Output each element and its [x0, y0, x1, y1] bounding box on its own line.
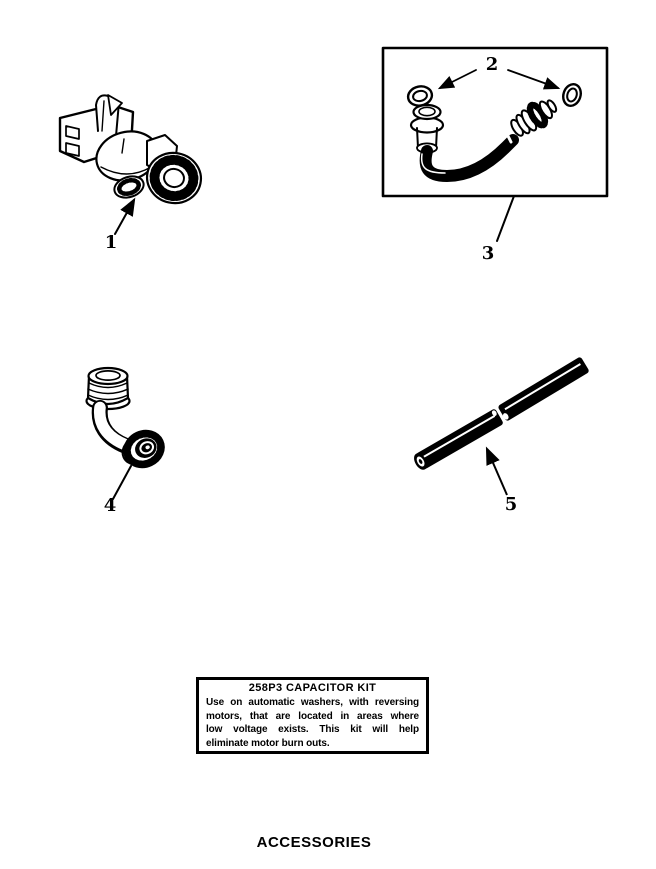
callout-leader-3: [497, 196, 514, 241]
callout-label-4: 4: [103, 495, 117, 516]
callout-arrow-5: [487, 449, 507, 495]
tubing-illustration: [411, 356, 589, 495]
hose-coupling: [117, 425, 170, 474]
callout-arrow-1: [115, 200, 134, 234]
callout-label-2: 2: [485, 54, 499, 75]
hose-kit-panel: [383, 48, 607, 241]
tube-segment-left: [411, 408, 504, 472]
capacitor-kit-body-line: low voltage exists. This kit will help: [206, 724, 419, 735]
callout-label-5: 5: [504, 494, 518, 515]
faucet-adapter-illustration: [60, 95, 206, 234]
capacitor-kit-title: 258P3 CAPACITOR KIT: [248, 682, 377, 694]
capacitor-kit-body-line: Use on automatic washers, with reversing: [206, 697, 419, 708]
capacitor-kit-body-line: eliminate motor burn outs.: [206, 737, 330, 749]
page-footer-title: ACCESSORIES: [256, 834, 372, 851]
elbow-fitting-illustration: [87, 368, 170, 499]
callout-label-1: 1: [104, 232, 118, 253]
capacitor-kit-note-box: [196, 677, 429, 754]
capacitor-kit-body-line: motors, that are located in areas where: [206, 710, 419, 722]
callout-label-3: 3: [481, 243, 495, 264]
tube-segment-right: [497, 356, 590, 422]
